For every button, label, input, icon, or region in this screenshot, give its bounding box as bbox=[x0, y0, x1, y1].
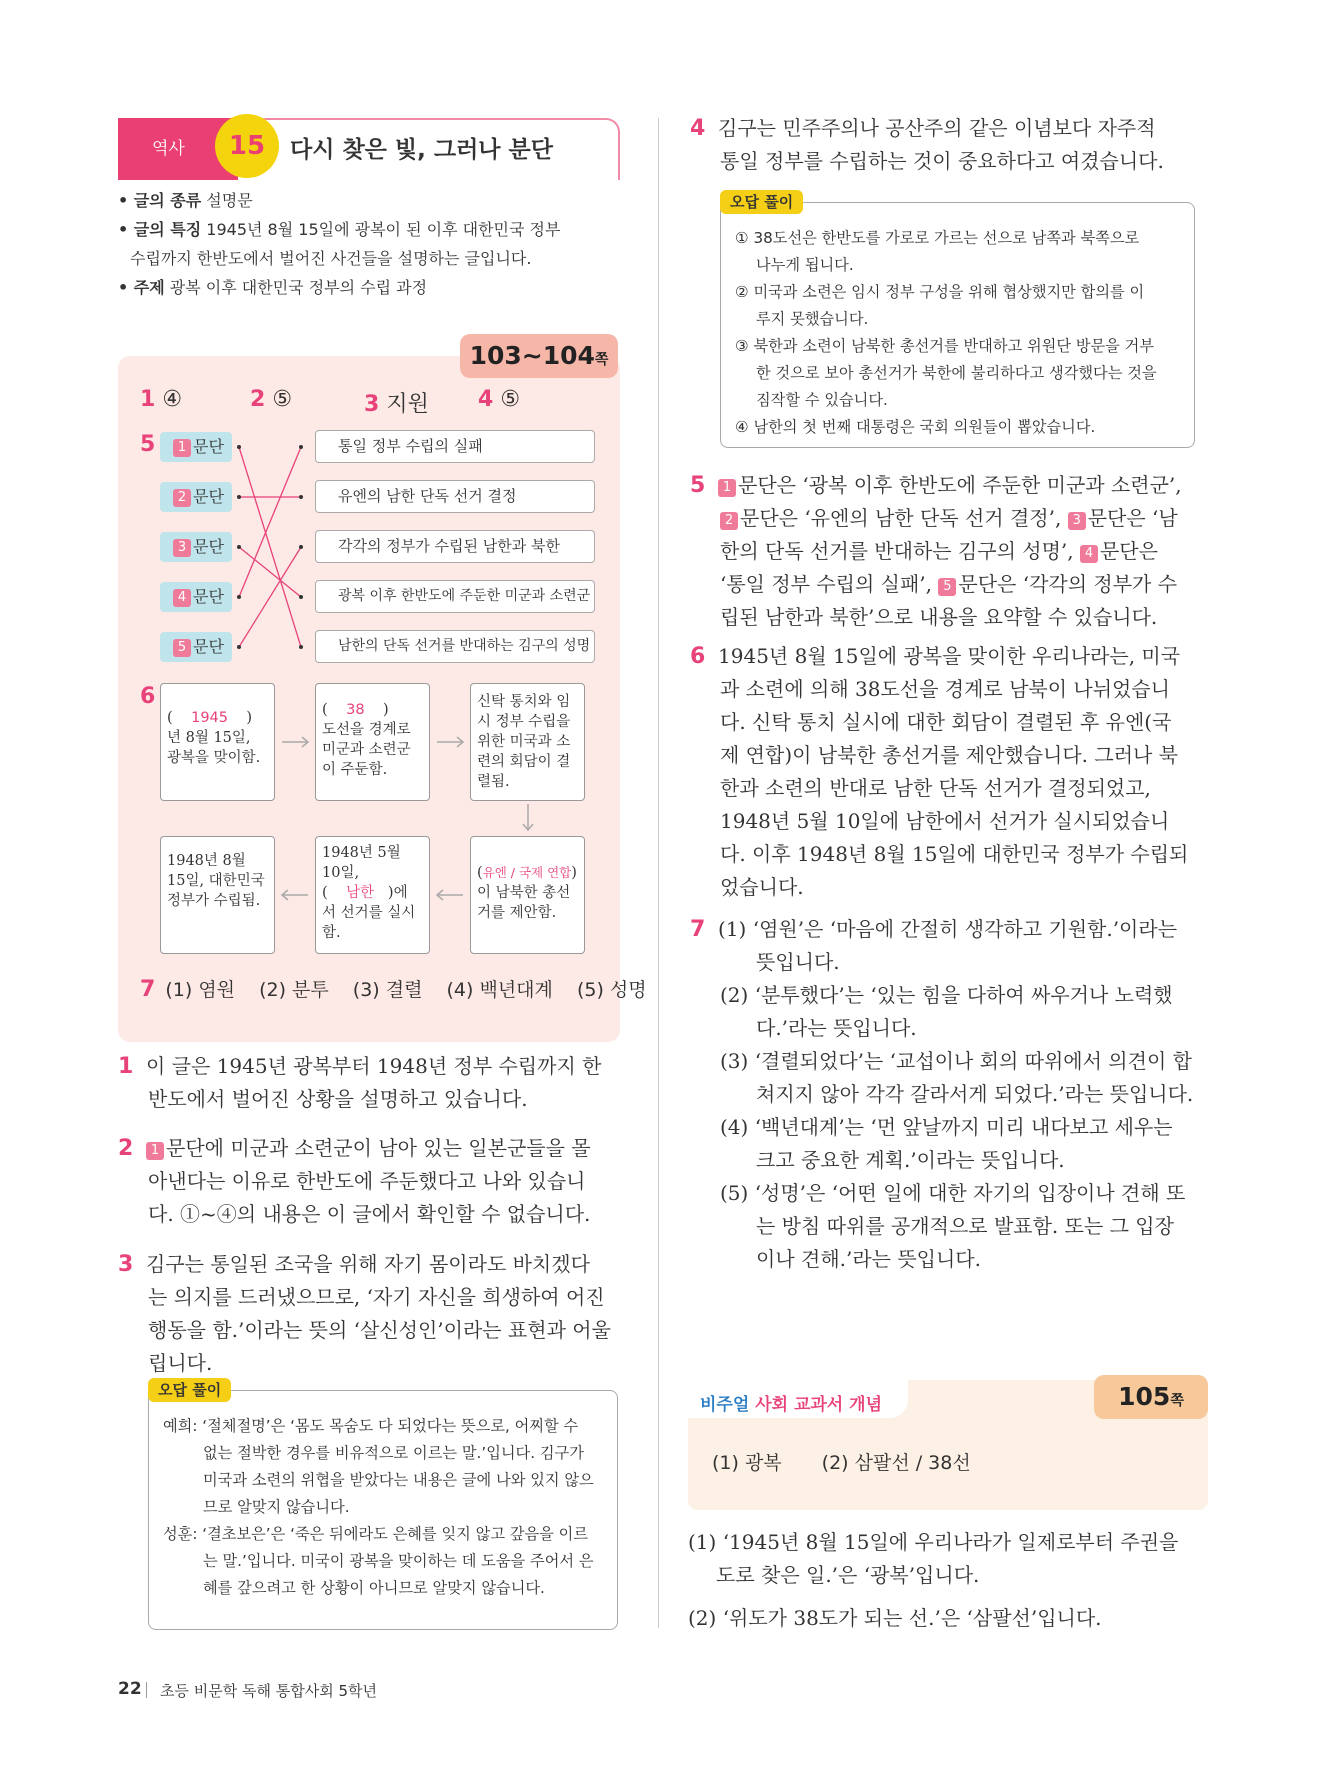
match-right-3: 각각의 정부가 수립된 남한과 북한 bbox=[315, 530, 595, 563]
match-left-3: 3 문단 bbox=[160, 532, 232, 562]
match-left-4: 4 문단 bbox=[160, 582, 232, 612]
match-right-1: 통일 정부 수립의 실패 bbox=[315, 430, 595, 463]
flow-box-2: ( 38 ) 도선을 경계로 미군과 소련군이 주둔함. bbox=[315, 683, 430, 801]
visual-answers: (1) 광복 (2) 삼팔선 / 38선 bbox=[712, 1452, 971, 1474]
book-title: 초등 비문학 독해 통합사회 5학년 bbox=[160, 1682, 377, 1700]
answer-1: 1 ④ bbox=[140, 387, 183, 412]
match-lines bbox=[230, 430, 320, 670]
match-right-5: 남한의 단독 선거를 반대하는 김구의 성명 bbox=[315, 630, 595, 663]
explanation-5: 5 1 문단은 ‘광복 이후 한반도에 주둔한 미군과 소련군’, 2 문단은 ‘유엔의 남한 단독 선거 결정’, 3 문단은 ‘남 한의 단독 선거를 반대하는 김구의 성명’, 4 문단은 ‘통일 정부 수립의 실패’, 5 문단은 ‘각각의 정부가 수 립된 남한과 북한’으로 내용을 요약할 수 있습니다. bbox=[690, 473, 1182, 629]
info-feature: • 글의 특징 1945년 8월 15일에 광복이 된 이후 대한민국 정부 bbox=[118, 220, 561, 239]
answer-5-number: 5 bbox=[140, 432, 156, 457]
info-type: • 글의 종류 설명문 bbox=[118, 191, 253, 210]
answer-7: 7 (1) 염원 (2) 분투 (3) 결렬 (4) 백년대계 (5) 성명 bbox=[140, 977, 647, 1002]
info-feature-cont: 수립까지 한반도에서 벌어진 사건들을 설명하는 글입니다. bbox=[130, 249, 532, 268]
wrong-answer-tag-right: 오답 풀이 bbox=[720, 190, 803, 214]
explanation-6: 6 1945년 8월 15일에 광복을 맞이한 우리나라는, 미국 과 소련에 의해 38도선을 경계로 남북이 나뉘었습니 다. 신탁 통치 실시에 대한 회담이 결렬된 후 유엔(국 제 연합)이 남북한 총선거를 제안했습니다. 그러나 북 한과 소련의 반대로 남한 단독 선거가 결정되었고, 1948년 5월 10일에 남한에서 선거가 실시되었습니 다. 이후 1948년 8월 15일에 대한민국 정부가 수립되 었습니다. bbox=[690, 644, 1189, 899]
visual-page-ref: 105쪽 bbox=[1094, 1375, 1208, 1419]
info-theme: • 주제 광복 이후 대한민국 정부의 수립 과정 bbox=[118, 278, 428, 297]
visual-explanation: (1) ‘1945년 8월 15일에 우리나라가 일제로부터 주권을 도로 찾은 일.’은 ‘광복’입니다. (2) ‘위도가 38도가 되는 선.’은 ‘삼팔선’입니다. bbox=[688, 1530, 1179, 1630]
page-number: 22 bbox=[118, 1679, 142, 1699]
match-left-1: 1 문단 bbox=[160, 432, 232, 462]
explanation-7: 7 (1) ‘염원’은 ‘마음에 간절히 생각하고 기원함.’이라는 뜻입니다. (2) ‘분투했다’는 ‘있는 힘을 다하여 싸우거나 노력했 다.’라는 뜻입니다. (3) ‘결렬되었다’는 ‘교섭이나 회의 따위에서 의견이 합 쳐지지 않아 각각 갈라서게 되었다.’라는 뜻입니다. (4) ‘백년대계’는 ‘먼 앞날까지 미리 내다보고 세우는 크고 중요한 계획.’이라는 뜻입니다. (5) ‘성명’은 ‘어떤 일에 대한 자기의 입장이나 견해 또 는 방침 따위를 공개적으로 발표함. 또는 그 입장 이나 견해.’라는 뜻입니다. bbox=[690, 917, 1194, 1271]
flow-arrows bbox=[270, 720, 600, 920]
answer-page-ref: 103~104쪽 bbox=[460, 334, 618, 378]
flow-box-1: ( 1945 ) 년 8월 15일, 광복을 맞이함. bbox=[160, 683, 275, 801]
visual-tag: 비주얼 사회 교과서 개념 bbox=[700, 1395, 882, 1415]
match-right-4: 광복 이후 한반도에 주둔한 미군과 소련군 bbox=[315, 580, 595, 613]
subject-label: 역사 bbox=[152, 139, 185, 159]
footer-divider bbox=[146, 1682, 147, 1698]
explanation-2: 2 1 문단에 미군과 소련군이 남아 있는 일본군들을 몰 아낸다는 이유로 한반도에 주둔했다고 나와 있습니 다. ①~④의 내용은 이 글에서 확인할 수 없습니다. bbox=[118, 1136, 591, 1226]
lesson-title: 다시 찾은 빛, 그러나 분단 bbox=[290, 137, 553, 163]
lesson-number-badge bbox=[215, 114, 279, 178]
flow-box-4: (유엔 / 국제 연합) 이 남북한 총선거를 제안함. bbox=[470, 836, 585, 954]
match-right-2: 유엔의 남한 단독 선거 결정 bbox=[315, 480, 595, 513]
wrong-answer-tag-left: 오답 풀이 bbox=[148, 1378, 231, 1402]
lesson-number: 15 bbox=[228, 131, 266, 161]
answer-4: 4 ⑤ bbox=[478, 387, 521, 412]
column-divider bbox=[658, 118, 659, 1628]
explanation-1: 1 이 글은 1945년 광복부터 1948년 정부 수립까지 한 반도에서 벌어진 상황을 설명하고 있습니다. bbox=[118, 1054, 602, 1111]
match-left-5: 5 문단 bbox=[160, 632, 232, 662]
explanation-4: 4 김구는 민주주의나 공산주의 같은 이념보다 자주적 통일 정부를 수립하는 것이 중요하다고 여겼습니다. bbox=[690, 116, 1164, 173]
answer-3: 3 지원 bbox=[364, 392, 429, 417]
answer-6-number: 6 bbox=[140, 684, 156, 709]
wrong-answer-box-right: ① 38도선은 한반도를 가로로 가르는 선으로 남쪽과 북쪽으로 나누게 됩니다. ② 미국과 소련은 임시 정부 구성을 위해 협상했지만 합의를 이 루지 못했습니다. ③ 북한과 소련이 남북한 총선거를 반대하고 위원단 방문을 거부 한 것으로 보아 총선거가 북한에 불리하다고 생각했다는 것을 짐작할 수 있습니다. ④ 남한의 첫 번째 대통령은 국회 의원들이 뽑았습니다. bbox=[720, 202, 1195, 448]
match-left-2: 2 문단 bbox=[160, 482, 232, 512]
flow-box-3: 신탁 통치와 임시 정부 수립을 위한 미국과 소련의 회담이 결렬됨. bbox=[470, 683, 585, 801]
answer-2: 2 ⑤ bbox=[250, 387, 293, 412]
flow-box-5: 1948년 5월 10일, ( 남한 )에 서 선거를 실시함. bbox=[315, 836, 430, 954]
wrong-answer-box-left: 예희: ‘절체절명’은 ‘몸도 목숨도 다 되었다는 뜻으로, 어찌할 수 없는 절박한 경우를 비유적으로 이르는 말.’입니다. 김구가 미국과 소련의 위협을 받았다는 내용은 글에 나와 있지 않으 므로 알맞지 않습니다. 성훈: ‘결초보은’은 ‘죽은 뒤에라도 은혜를 잊지 않고 갚음을 이르 는 말.’입니다. 미국이 광복을 맞이하는 데 도움을 주어서 은 혜를 갚으려고 한 상황이 아니므로 알맞지 않습니다. bbox=[148, 1390, 618, 1630]
flow-box-6: 1948년 8월 15일, 대한민국 정부가 수립됨. bbox=[160, 836, 275, 954]
explanation-3: 3 김구는 통일된 조국을 위해 자기 몸이라도 바치겠다 는 의지를 드러냈으므로, ‘자기 자신을 희생하여 어진 행동을 함.’이라는 뜻의 ‘살신성인’이라는 표현과 어울 립니다. bbox=[118, 1252, 611, 1375]
text-info bbox=[118, 186, 560, 302]
